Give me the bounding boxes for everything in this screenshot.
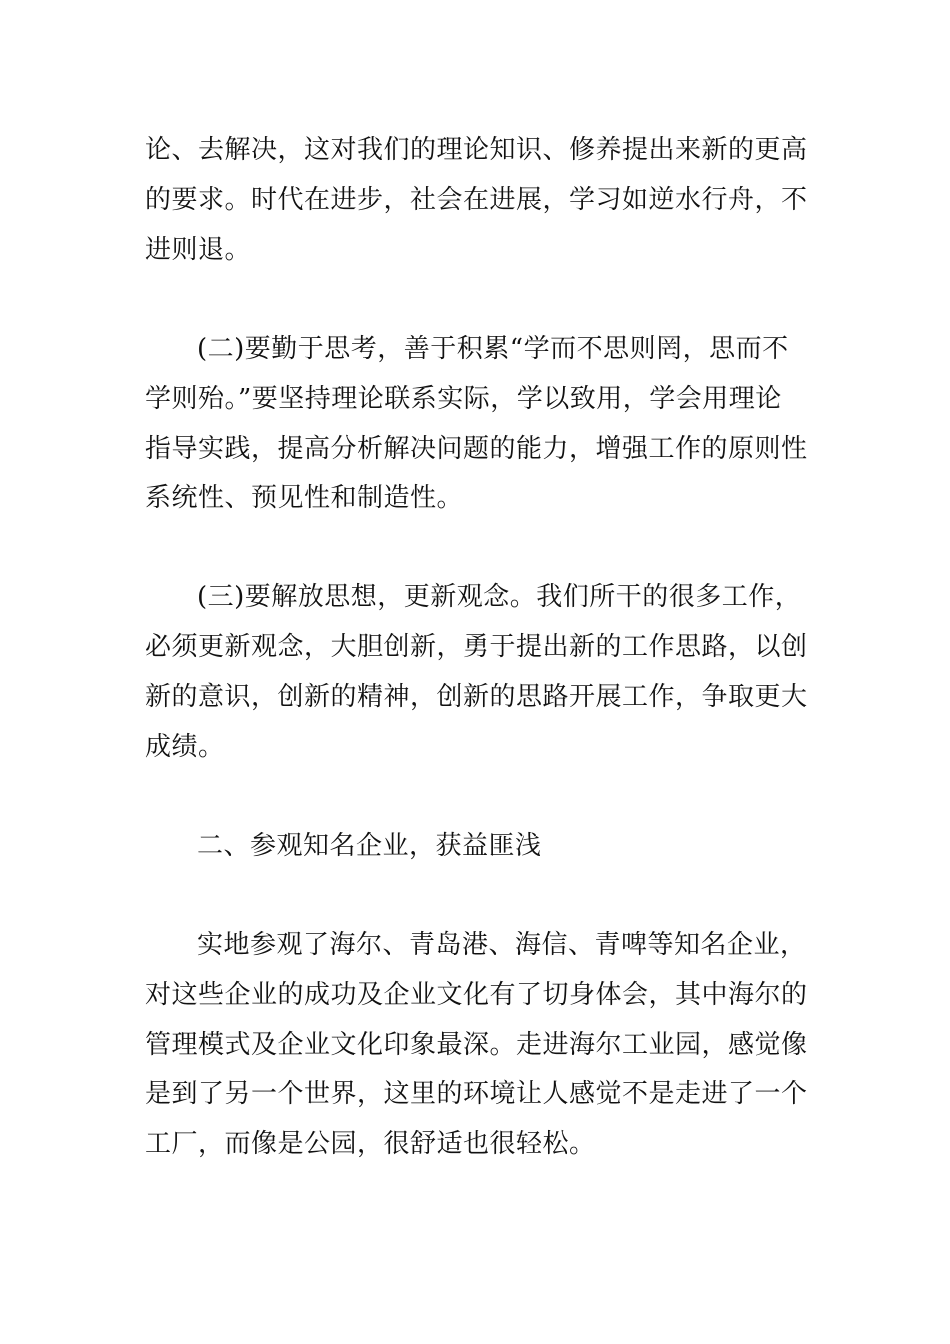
paragraph-5-line-1: 实地参观了海尔、青岛港、海信、青啤等知名企业， xyxy=(197,930,807,960)
paragraph-5-line-2: 对这些企业的成功及企业文化有了切身体会，其中海尔的 xyxy=(145,980,808,1010)
section-heading: 二、参观知名企业，获益匪浅 xyxy=(197,831,542,861)
paragraph-3-line-4: 成绩。 xyxy=(145,732,225,762)
paragraph-3-line-1: (三)要解放思想，更新观念。我们所干的很多工作， xyxy=(197,582,802,612)
paragraph-3-line-3: 新的意识，创新的精神，创新的思路开展工作，争取更大 xyxy=(145,682,808,712)
paragraph-5-line-3: 管理模式及企业文化印象最深。走进海尔工业园，感觉像 xyxy=(145,1030,808,1060)
paragraph-1-line-3: 进则退。 xyxy=(145,235,252,265)
paragraph-2-line-1: (二)要勤于思考，善于积累“学而不思则罔，思而不 xyxy=(197,334,789,364)
paragraph-2-line-4: 系统性、预见性和制造性。 xyxy=(145,483,464,513)
paragraph-2-line-3: 指导实践，提高分析解决问题的能力，增强工作的原则性 xyxy=(145,434,808,464)
paragraph-1-line-1: 论、去解决，这对我们的理论知识、修养提出来新的更高 xyxy=(145,135,808,165)
paragraph-5-line-5: 工厂，而像是公园，很舒适也很轻松。 xyxy=(145,1129,596,1159)
paragraph-3-line-2: 必须更新观念，大胆创新，勇于提出新的工作思路，以创 xyxy=(145,632,808,662)
paragraph-2-line-2: 学则殆。”要坚持理论联系实际，学以致用，学会用理论 xyxy=(145,384,782,414)
paragraph-1-line-2: 的要求。时代在进步，社会在进展，学习如逆水行舟，不 xyxy=(145,185,808,215)
paragraph-5-line-4: 是到了另一个世界，这里的环境让人感觉不是走进了一个 xyxy=(145,1079,808,1109)
